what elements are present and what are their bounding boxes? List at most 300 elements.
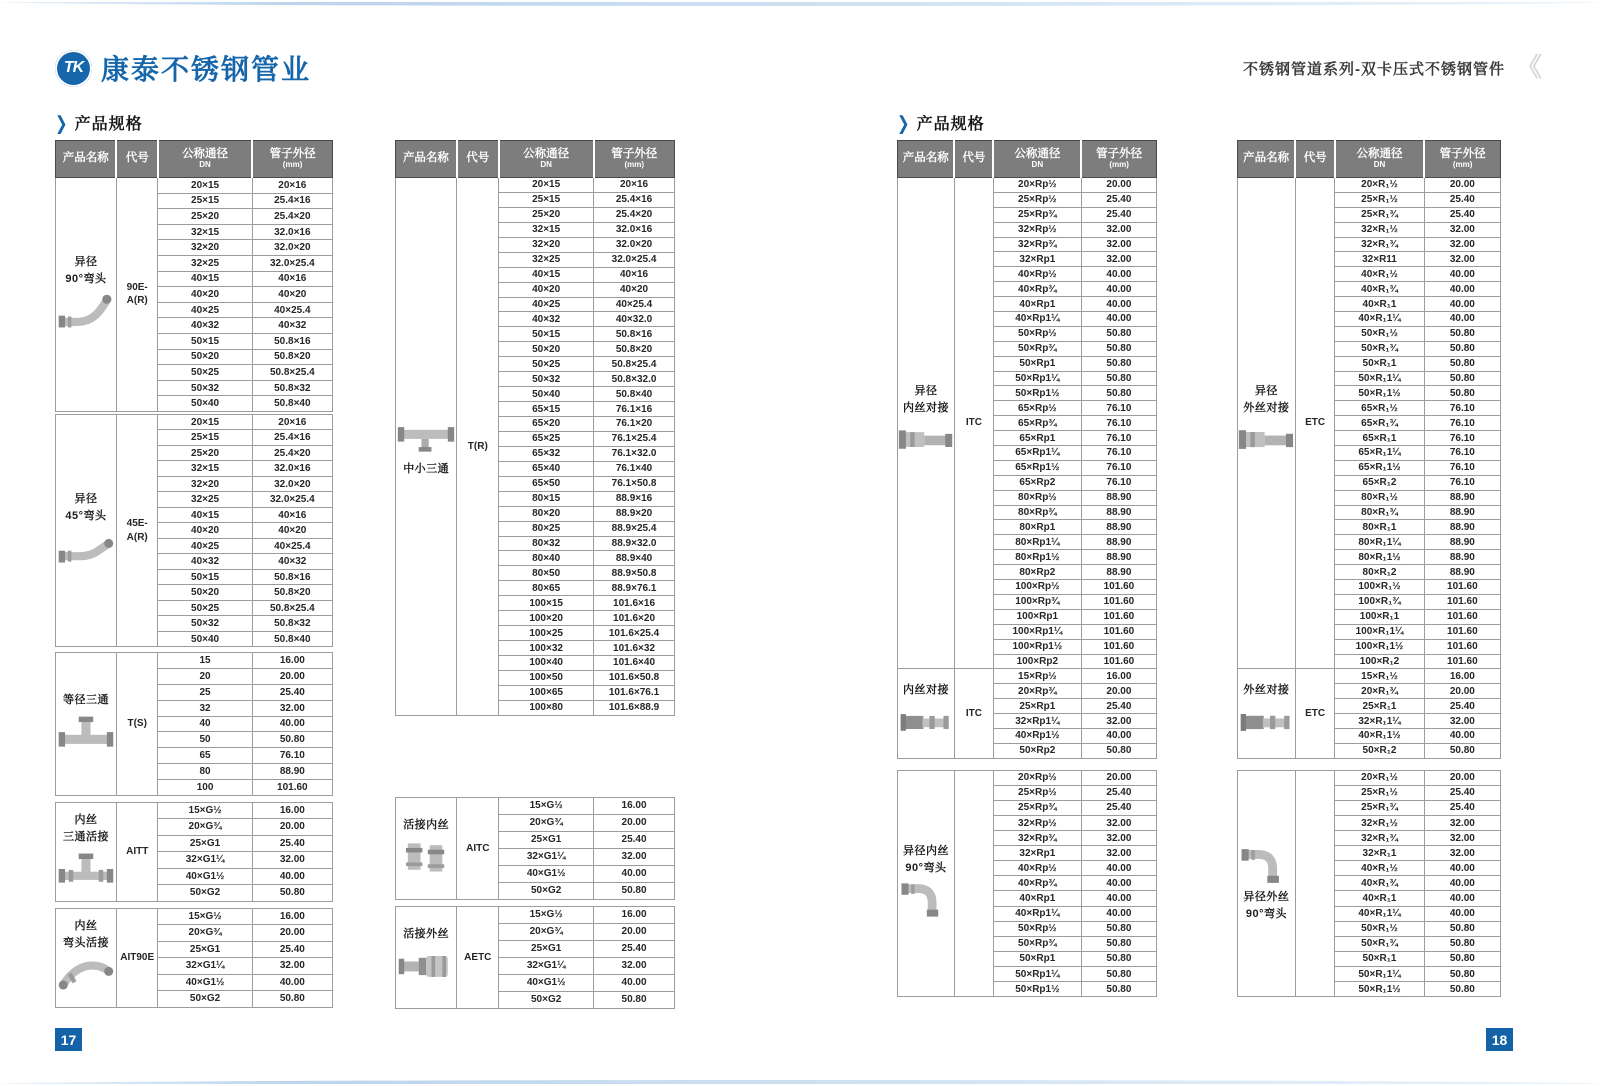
- od-value: 32.00: [594, 957, 675, 974]
- col-header-code: 代号: [457, 141, 499, 178]
- dn-value: 25×G1: [499, 940, 594, 957]
- column-header-row: [396, 141, 675, 178]
- dn-value: 32×Rp½: [993, 222, 1081, 237]
- od-value: 50.80: [1081, 982, 1156, 997]
- od-value: 25.40: [252, 835, 332, 852]
- od-value: 88.90: [252, 763, 332, 779]
- od-value: 40.00: [1081, 267, 1156, 282]
- od-value: 32.0×20: [594, 237, 675, 252]
- od-value: 101.60: [252, 779, 332, 795]
- od-value: 50.80: [1081, 921, 1156, 936]
- od-value: 25.40: [1081, 207, 1156, 222]
- dn-value: 25×Rp1: [993, 699, 1081, 714]
- product-group: [396, 906, 675, 1008]
- product-code-cell: T(S): [116, 653, 158, 795]
- od-value: 50.80: [1424, 371, 1500, 386]
- dn-value: 20×G¾: [158, 925, 252, 942]
- product-code-cell: ITC: [954, 669, 993, 758]
- dn-value: 40×R₁½: [1335, 861, 1424, 876]
- dn-value: 32×15: [158, 461, 252, 477]
- od-value: 40.00: [1081, 282, 1156, 297]
- dn-value: 50×R₁½: [1335, 326, 1424, 341]
- dn-value: 50×R₁1¼: [1335, 371, 1424, 386]
- dn-value: 50×20: [158, 349, 252, 365]
- od-value: 50.80: [1424, 341, 1500, 356]
- od-value: 88.90: [1424, 490, 1500, 505]
- od-value: 32.0×16: [252, 461, 332, 477]
- dn-value: 25×R₁1: [1335, 699, 1424, 714]
- dn-value: 50×R₁¾: [1335, 936, 1424, 951]
- od-value: 32.00: [1424, 846, 1500, 861]
- product-name-cell: [56, 802, 117, 901]
- spec-row: [56, 908, 333, 925]
- dn-value: 15: [158, 653, 252, 669]
- dn-value: 32×Rp¾: [993, 831, 1081, 846]
- dn-value: 40×G1½: [499, 974, 594, 991]
- od-value: 101.6×20: [594, 611, 675, 626]
- dn-value: 32×20: [158, 240, 252, 256]
- od-value: 25.40: [1424, 192, 1500, 207]
- dn-value: 80×50: [499, 566, 594, 581]
- od-value: 76.10: [1424, 401, 1500, 416]
- od-value: 32.00: [1424, 237, 1500, 252]
- od-value: 50.80: [1081, 341, 1156, 356]
- od-value: 40.00: [252, 868, 332, 885]
- product-name: 异径 45°弯头: [65, 492, 107, 522]
- od-value: 25.4×20: [252, 209, 332, 225]
- brand-logo-letters: TK: [63, 59, 84, 76]
- dn-value: 65×32: [499, 446, 594, 461]
- dn-value: 25×15: [499, 192, 594, 207]
- od-value: 40×20: [252, 287, 332, 303]
- col-header-code: 代号: [1295, 141, 1334, 178]
- col-header-code: 代号: [954, 141, 993, 178]
- dn-value: 100×Rp1: [993, 609, 1081, 624]
- od-value: 101.6×76.1: [594, 685, 675, 700]
- product-group: [898, 770, 1157, 996]
- product-group: [1238, 178, 1501, 669]
- dn-value: 32×25: [158, 255, 252, 271]
- dn-value: 40×Rp1¼: [993, 906, 1081, 921]
- od-value: 88.90: [1081, 520, 1156, 535]
- od-value: 25.40: [252, 941, 332, 958]
- od-value: 50.80: [252, 732, 332, 748]
- dn-value: 80×R₁2: [1335, 565, 1424, 580]
- dn-value: 100×15: [499, 596, 594, 611]
- col-header-od: 管子外径 (mm): [1081, 141, 1156, 178]
- product-name: 异径 外丝对接: [1243, 385, 1290, 415]
- dn-value: 20×R₁¾: [1335, 684, 1424, 699]
- od-value: 20.00: [1424, 178, 1500, 193]
- od-value: 50.80: [1081, 371, 1156, 386]
- spec-row: [396, 178, 675, 193]
- dn-value: 80×40: [499, 551, 594, 566]
- dn-value: 50×32: [158, 616, 252, 632]
- od-value: 20.00: [252, 819, 332, 836]
- product-code-cell: AITC: [457, 797, 499, 899]
- dn-value: 80×65: [499, 581, 594, 596]
- od-value: 50.80: [252, 885, 332, 902]
- dn-value: 100×50: [499, 670, 594, 685]
- od-value: 32.00: [252, 958, 332, 975]
- dn-value: 65×20: [499, 417, 594, 432]
- spec-table: [55, 908, 333, 1008]
- spec-table: [55, 414, 333, 648]
- od-value: 40×16: [252, 271, 332, 287]
- spec-table: [55, 140, 333, 412]
- product-code-cell: [954, 770, 993, 996]
- od-value: 50.80: [1081, 951, 1156, 966]
- dn-value: 100×65: [499, 685, 594, 700]
- dn-value: 20×15: [158, 414, 252, 430]
- product-name: 异径外丝 90°弯头: [1243, 891, 1290, 921]
- od-value: 40.00: [1081, 891, 1156, 906]
- od-value: 50.8×25.4: [252, 600, 332, 616]
- brand-logo-icon: [55, 50, 92, 87]
- od-value: 101.60: [1424, 639, 1500, 654]
- dn-value: 40×R₁1: [1335, 297, 1424, 312]
- spec-column-3: [897, 140, 1157, 997]
- od-value: 20.00: [252, 669, 332, 685]
- od-value: 20.00: [1081, 684, 1156, 699]
- dn-value: 25×G1: [158, 941, 252, 958]
- col-header-code: 代号: [116, 141, 158, 178]
- product-group: [898, 178, 1157, 669]
- dn-value: 50×Rp½: [993, 921, 1081, 936]
- dn-value: 50×25: [158, 365, 252, 381]
- od-value: 88.9×20: [594, 506, 675, 521]
- dn-value: 20×R₁½: [1335, 178, 1424, 193]
- dn-value: 20×G¾: [158, 819, 252, 836]
- dn-value: 40×Rp1½: [993, 728, 1081, 743]
- od-value: 25.40: [1424, 800, 1500, 815]
- dn-value: 40×G1½: [158, 974, 252, 991]
- spec-row: [898, 669, 1157, 684]
- dn-value: 50×R₁1: [1335, 356, 1424, 371]
- dn-value: 50×Rp1: [993, 356, 1081, 371]
- dn-value: 40×15: [158, 507, 252, 523]
- dn-value: 80×32: [499, 536, 594, 551]
- product-name-cell: [56, 908, 117, 1007]
- od-value: 32.00: [252, 700, 332, 716]
- od-value: 20.00: [594, 923, 675, 940]
- dn-value: 40×25: [158, 538, 252, 554]
- product-group: [396, 178, 675, 716]
- dn-value: 50×Rp¾: [993, 341, 1081, 356]
- dn-value: 40×R₁1: [1335, 891, 1424, 906]
- dn-value: 100×R₁1¼: [1335, 624, 1424, 639]
- od-value: 50.8×16: [594, 327, 675, 342]
- od-value: 40.00: [1424, 312, 1500, 327]
- elbow-90-big-icon: [1238, 846, 1295, 886]
- dn-value: 20×G¾: [499, 814, 594, 831]
- od-value: 16.00: [252, 653, 332, 669]
- od-value: 32.00: [1081, 252, 1156, 267]
- dn-value: 32×R11: [1335, 252, 1424, 267]
- od-value: 40.00: [252, 974, 332, 991]
- od-value: 88.90: [1424, 535, 1500, 550]
- od-value: 16.00: [252, 802, 332, 819]
- od-value: 40×25.4: [252, 302, 332, 318]
- od-value: 40.00: [1081, 728, 1156, 743]
- dn-value: 32×20: [499, 237, 594, 252]
- column-header-row: [56, 141, 333, 178]
- dn-value: 32×R₁¾: [1335, 831, 1424, 846]
- dn-value: 15×G½: [158, 908, 252, 925]
- product-name-cell: [1238, 669, 1296, 758]
- od-value: 25.4×16: [252, 430, 332, 446]
- elbow-union-icon: [56, 955, 116, 995]
- dn-value: 80×R₁½: [1335, 490, 1424, 505]
- od-value: 20.00: [594, 814, 675, 831]
- product-name-cell: [56, 653, 117, 795]
- od-value: 32.00: [1081, 237, 1156, 252]
- tee-equal-icon: [56, 713, 116, 753]
- od-value: 88.90: [1081, 535, 1156, 550]
- od-value: 88.90: [1424, 520, 1500, 535]
- product-name-cell: [898, 669, 955, 758]
- od-value: 88.90: [1424, 565, 1500, 580]
- od-value: 76.10: [1424, 475, 1500, 490]
- bottom-accent-line: [0, 1080, 1600, 1084]
- dn-value: 40×20: [499, 282, 594, 297]
- dn-value: 20×G¾: [499, 923, 594, 940]
- product-code-cell: AETC: [457, 906, 499, 1008]
- dn-value: 15×Rp½: [993, 669, 1081, 684]
- od-value: 40×25.4: [594, 297, 675, 312]
- od-value: 25.40: [1081, 699, 1156, 714]
- od-value: 32.0×20: [252, 240, 332, 256]
- od-value: 20.00: [1081, 770, 1156, 785]
- tee-reducing-icon: [396, 418, 456, 458]
- od-value: 101.6×25.4: [594, 626, 675, 641]
- product-name: 异径 内丝对接: [902, 385, 949, 415]
- spec-row: [56, 802, 333, 819]
- dn-value: 100×Rp2: [993, 654, 1081, 669]
- dn-value: 100×R₁1½: [1335, 639, 1424, 654]
- product-code-cell: AITT: [116, 802, 158, 901]
- dn-value: 80×R₁1¼: [1335, 535, 1424, 550]
- spec-row: [56, 653, 333, 669]
- coupling-icon: [1238, 702, 1295, 742]
- product-code-cell: 90E- A(R): [116, 178, 158, 412]
- product-code-cell: T(R): [457, 178, 499, 716]
- col-header-dn: 公称通径 DN: [1335, 141, 1424, 178]
- dn-value: 40×R₁1½: [1335, 728, 1424, 743]
- dn-value: 80×Rp1: [993, 520, 1081, 535]
- od-value: 40×16: [252, 507, 332, 523]
- top-accent-line: [0, 2, 1600, 6]
- product-name-cell: [56, 414, 117, 647]
- dn-value: 40×15: [158, 271, 252, 287]
- dn-value: 50×25: [158, 600, 252, 616]
- product-code-cell: AIT90E: [116, 908, 158, 1007]
- od-value: 76.1×32.0: [594, 446, 675, 461]
- od-value: 50.8×20: [252, 585, 332, 601]
- dn-value: 50×40: [158, 396, 252, 412]
- dn-value: 50×40: [158, 631, 252, 647]
- spec-table: [395, 140, 675, 716]
- dn-value: 40×R₁¾: [1335, 876, 1424, 891]
- dn-value: 65×Rp1½: [993, 460, 1081, 475]
- od-value: 76.1×25.4: [594, 431, 675, 446]
- product-group: [1238, 669, 1501, 758]
- dn-value: 25×Rp½: [993, 192, 1081, 207]
- spec-row: [56, 414, 333, 430]
- od-value: 40×32: [252, 318, 332, 334]
- od-value: 76.10: [1081, 475, 1156, 490]
- product-name-cell: [898, 178, 955, 669]
- dn-value: 40×G1½: [499, 865, 594, 882]
- od-value: 32.0×16: [594, 222, 675, 237]
- dn-value: 65×R₁2: [1335, 475, 1424, 490]
- dn-value: 40×25: [158, 302, 252, 318]
- section-title-right: [897, 111, 985, 134]
- od-value: 50.8×25.4: [594, 357, 675, 372]
- od-value: 40.00: [1081, 906, 1156, 921]
- od-value: 101.6×40: [594, 656, 675, 671]
- spec-table: [55, 802, 333, 902]
- product-name-cell: [1238, 178, 1296, 669]
- od-value: 25.4×20: [594, 207, 675, 222]
- spec-column-4: [1237, 140, 1501, 997]
- od-value: 32.0×16: [252, 224, 332, 240]
- od-value: 40×32.0: [594, 312, 675, 327]
- od-value: 20.00: [1424, 684, 1500, 699]
- dn-value: 50×20: [499, 342, 594, 357]
- od-value: 32.0×25.4: [252, 255, 332, 271]
- dn-value: 40×32: [158, 318, 252, 334]
- product-group: [1238, 770, 1501, 996]
- dn-value: 32×R₁½: [1335, 222, 1424, 237]
- dn-value: 40×25: [499, 297, 594, 312]
- dn-value: 25×G1: [158, 835, 252, 852]
- od-value: 40.00: [1081, 297, 1156, 312]
- od-value: 16.00: [1081, 669, 1156, 684]
- od-value: 25.40: [252, 685, 332, 701]
- od-value: 101.6×32: [594, 641, 675, 656]
- dn-value: 65×Rp¾: [993, 416, 1081, 431]
- dn-value: 50×Rp1½: [993, 386, 1081, 401]
- product-group: [56, 178, 333, 412]
- dn-value: 40×R₁½: [1335, 267, 1424, 282]
- dn-value: 50×G2: [158, 991, 252, 1008]
- od-value: 76.10: [1081, 416, 1156, 431]
- od-value: 32.00: [1424, 714, 1500, 729]
- od-value: 76.10: [1424, 431, 1500, 446]
- dn-value: 65×Rp2: [993, 475, 1081, 490]
- dn-value: 65×40: [499, 461, 594, 476]
- dn-value: 100×80: [499, 700, 594, 715]
- dn-value: 15×R₁½: [1335, 669, 1424, 684]
- dn-value: 40×Rp¾: [993, 282, 1081, 297]
- product-name: 中小三通: [403, 462, 450, 475]
- od-value: 101.60: [1081, 580, 1156, 595]
- dn-value: 50×Rp1¼: [993, 966, 1081, 981]
- od-value: 101.6×50.8: [594, 670, 675, 685]
- od-value: 40.00: [1081, 312, 1156, 327]
- od-value: 50.80: [1081, 743, 1156, 758]
- dn-value: 32×25: [499, 252, 594, 267]
- product-name-cell: [898, 770, 955, 996]
- od-value: 50.8×40: [252, 631, 332, 647]
- dn-value: 32×15: [499, 222, 594, 237]
- dn-value: 50×Rp1½: [993, 982, 1081, 997]
- dn-value: 50×R₁1: [1335, 951, 1424, 966]
- section-chevron-icon: ❯: [55, 112, 69, 134]
- dn-value: 20×R₁½: [1335, 770, 1424, 785]
- spec-row: [1238, 669, 1501, 684]
- od-value: 25.40: [1081, 800, 1156, 815]
- od-value: 50.8×20: [594, 342, 675, 357]
- dn-value: 40×Rp¾: [993, 876, 1081, 891]
- coupling-reducing-icon: [898, 420, 954, 460]
- dn-value: 100×32: [499, 641, 594, 656]
- od-value: 50.80: [1424, 951, 1500, 966]
- dn-value: 32×R₁¾: [1335, 237, 1424, 252]
- elbow-90-icon: [56, 292, 116, 332]
- od-value: 20.00: [252, 925, 332, 942]
- dn-value: 32: [158, 700, 252, 716]
- dn-value: 65×R₁1½: [1335, 460, 1424, 475]
- dn-value: 80×Rp1¼: [993, 535, 1081, 550]
- od-value: 40.00: [1424, 267, 1500, 282]
- od-value: 50.8×32: [252, 616, 332, 632]
- od-value: 32.00: [1081, 222, 1156, 237]
- od-value: 101.60: [1081, 594, 1156, 609]
- od-value: 25.40: [1424, 699, 1500, 714]
- product-name: 异径 90°弯头: [65, 256, 107, 286]
- dn-value: 100×25: [499, 626, 594, 641]
- od-value: 16.00: [594, 906, 675, 923]
- dn-value: 25: [158, 685, 252, 701]
- dn-value: 32×Rp1¼: [993, 714, 1081, 729]
- od-value: 76.10: [1081, 431, 1156, 446]
- dn-value: 80×Rp1½: [993, 550, 1081, 565]
- od-value: 101.60: [1081, 654, 1156, 669]
- od-value: 40.00: [1424, 891, 1500, 906]
- od-value: 40×25.4: [252, 538, 332, 554]
- od-value: 50.80: [1081, 936, 1156, 951]
- column-header-row: [1238, 141, 1501, 178]
- dn-value: 100×Rp¾: [993, 594, 1081, 609]
- section-chevron-icon: ❯: [897, 112, 911, 134]
- product-code-cell: ETC: [1295, 178, 1334, 669]
- col-header-od: 管子外径 (mm): [252, 141, 332, 178]
- product-group: [56, 414, 333, 647]
- product-name-cell: [396, 178, 457, 716]
- dn-value: 50×G2: [158, 885, 252, 902]
- od-value: 40.00: [1424, 861, 1500, 876]
- series-title: 不锈钢管道系列-双卡压式不锈钢管件: [1243, 61, 1505, 78]
- od-value: 50.8×40: [594, 387, 675, 402]
- od-value: 16.00: [1424, 669, 1500, 684]
- dn-value: 40×32: [499, 312, 594, 327]
- od-value: 101.60: [1081, 639, 1156, 654]
- od-value: 20×16: [252, 178, 332, 194]
- spec-column-1: [55, 140, 333, 1008]
- section-title-text: 产品规格: [74, 116, 143, 133]
- brand-name: 康泰不锈钢管业: [101, 54, 312, 85]
- od-value: 40.00: [1424, 728, 1500, 743]
- od-value: 76.1×20: [594, 417, 675, 432]
- dn-value: 100×Rp1¼: [993, 624, 1081, 639]
- od-value: 101.60: [1424, 654, 1500, 669]
- dn-value: 50×15: [158, 569, 252, 585]
- dn-value: 50×25: [499, 357, 594, 372]
- od-value: 40.00: [1081, 876, 1156, 891]
- spec-row: [898, 770, 1157, 785]
